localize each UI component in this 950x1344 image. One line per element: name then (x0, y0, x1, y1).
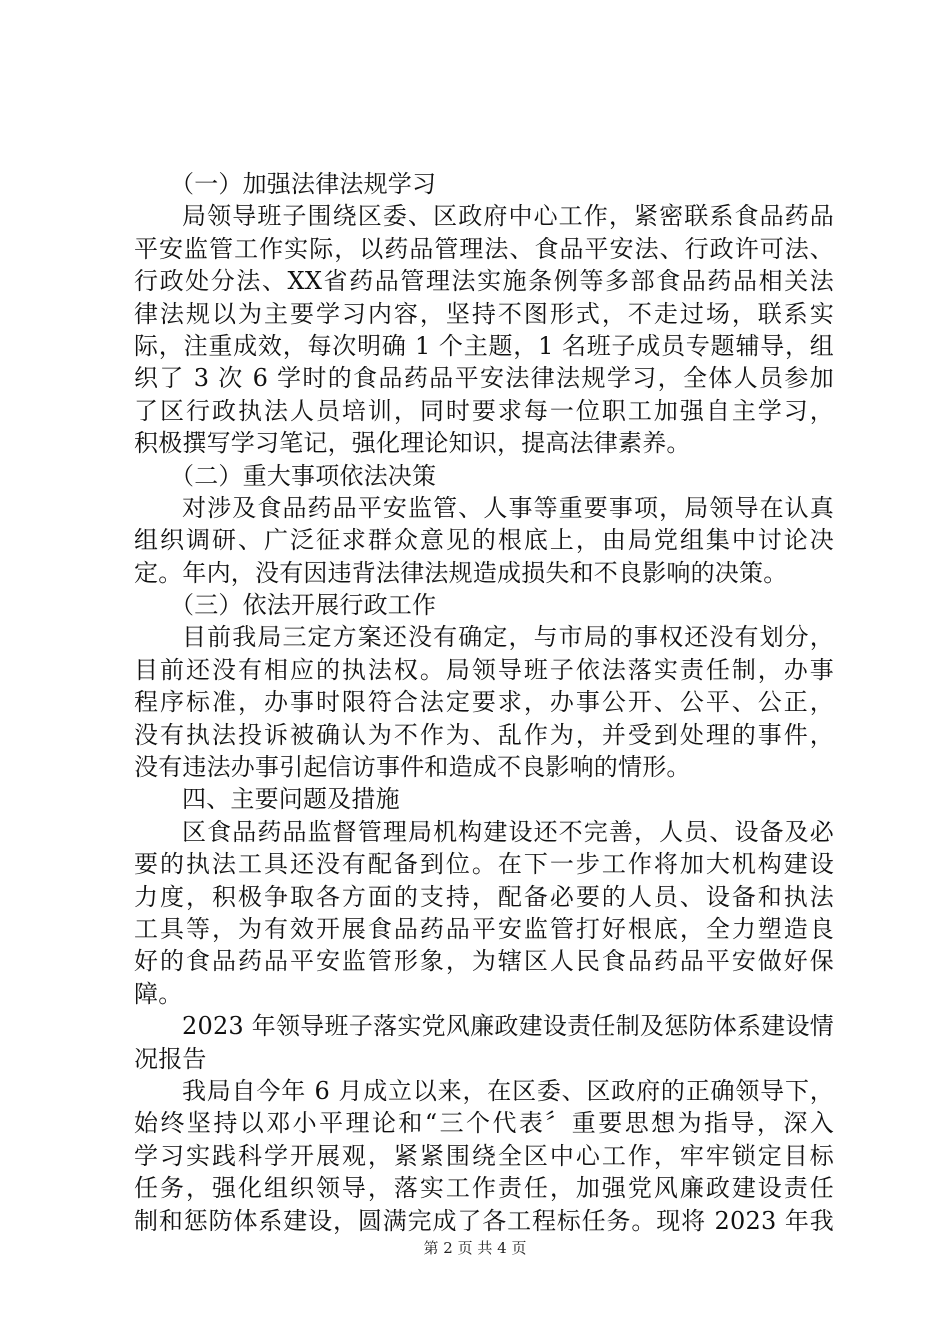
text-line: 了区行政执法人员培训，同时要求每一位职工加强自主学习， (134, 396, 834, 425)
page-footer: 第 2 页 共 4 页 (423, 1239, 527, 1257)
text-line: 障。 (134, 979, 183, 1008)
text-line: 程序标准，办事时限符合法定要求，办事公开、公平、公正， (134, 688, 834, 717)
text-line: 对涉及食品药品平安监管、人事等重要事项，局领导在认真 (182, 493, 834, 522)
text-line: 织了 3 次 6 学时的食品药品平安法律法规学习，全体人员参加 (134, 364, 834, 393)
text-line: 际，注重成效，每次明确 1 个主题，1 名班子成员专题辅导，组 (134, 331, 834, 360)
text-line: 没有执法投诉被确认为不作为、乱作为，并受到处理的事件， (134, 720, 834, 749)
text-line: 四、主要问题及措施 (182, 785, 400, 814)
text-line: 局领导班子围绕区委、区政府中心工作，紧密联系食品药品 (182, 202, 834, 231)
text-line: 律法规以为主要学习内容，坚持不图形式，不走过场，联系实 (134, 299, 834, 328)
text-line: 没有违法办事引起信访事件和造成不良影响的情形。 (134, 753, 691, 782)
text-line: 制和惩防体系建设，圆满完成了各工程标任务。现将 2023 年我 (134, 1206, 834, 1235)
text-line: 定。年内，没有因违背法律法规造成损失和不良影响的决策。 (134, 558, 788, 587)
section-heading: （一）加强法律法规学习 (170, 170, 437, 198)
text-line: 况报告 (134, 1044, 207, 1073)
text-line: 要的执法工具还没有配备到位。在下一步工作将加大机构建设 (134, 850, 834, 879)
text-line: 始终坚持以邓小平理论和“三个代表〞重要思想为指导，深入 (134, 1109, 834, 1138)
text-line: 2023 年领导班子落实党风廉政建设责任制及惩防体系建设情 (182, 1012, 834, 1041)
text-line: 平安监管工作实际，以药品管理法、食品平安法、行政许可法、 (134, 234, 834, 263)
text-line: 任务，强化组织领导，落实工作责任，加强党风廉政建设责任 (134, 1174, 834, 1203)
text-line: 工具等，为有效开展食品药品平安监管打好根底，全力塑造良 (134, 914, 834, 943)
text-line: 区食品药品监督管理局机构建设还不完善，人员、设备及必 (182, 817, 834, 846)
text-line: 目前还没有相应的执法权。局领导班子依法落实责任制，办事 (134, 655, 834, 684)
section-heading: （二）重大事项依法决策 (170, 461, 437, 490)
text-line: 力度，积极争取各方面的支持，配备必要的人员、设备和执法 (134, 882, 834, 911)
text-line: 组织调研、广泛征求群众意见的根底上，由局党组集中讨论决 (134, 526, 834, 555)
text-line: 我局自今年 6 月成立以来，在区委、区政府的正确领导下， (182, 1076, 834, 1105)
text-line: 目前我局三定方案还没有确定，与市局的事权还没有划分， (182, 623, 834, 652)
text-line: 积极撰写学习笔记，强化理论知识，提高法律素养。 (134, 429, 691, 458)
document-body (134, 168, 834, 1237)
text-line: 好的食品药品平安监管形象，为辖区人民食品药品平安做好保 (134, 947, 834, 976)
text-line: 行政处分法、XX省药品管理法实施条例等多部食品药品相关法 (134, 267, 834, 296)
section-heading: （三）依法开展行政工作 (170, 591, 437, 620)
text-line: 学习实践科学开展观，紧紧围绕全区中心工作，牢牢锁定目标 (134, 1141, 834, 1170)
